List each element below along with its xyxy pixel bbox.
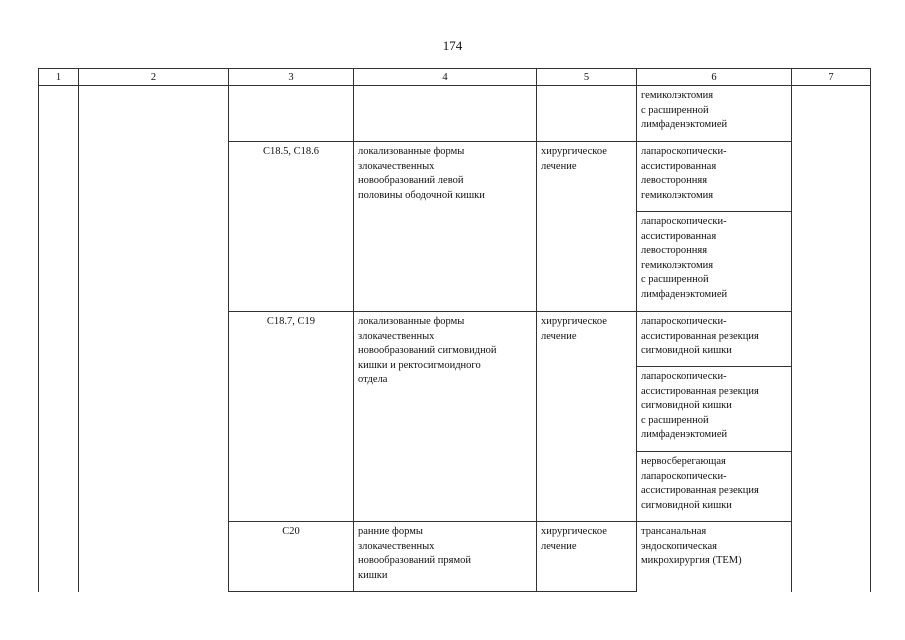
method-cell: лапароскопически- ассистированная резекция сигмовидной кишки с расширенной лимфаденэктомией <box>637 367 792 452</box>
treatment-type-cell <box>537 86 637 142</box>
cell-col2 <box>79 86 229 592</box>
page-number: 174 <box>442 38 463 53</box>
column-header-6: 6 <box>637 69 792 86</box>
column-header-2: 2 <box>79 69 229 86</box>
column-header-5: 5 <box>537 69 637 86</box>
code-cell: C20 <box>229 522 354 592</box>
method-cell: лапароскопически- ассистированная левосторонняя гемиколэктомия <box>637 142 792 212</box>
column-header-1: 1 <box>39 69 79 86</box>
method-cell: нервосберегающая лапароскопически- ассистированная резекция сигмовидной кишки <box>637 452 792 522</box>
cell-col7 <box>792 86 871 592</box>
column-header-7: 7 <box>792 69 871 86</box>
column-header-3: 3 <box>229 69 354 86</box>
code-cell <box>229 86 354 142</box>
condition-cell: ранние формы злокачественных новообразований прямой кишки <box>354 522 537 592</box>
code-cell: C18.5, C18.6 <box>229 142 354 312</box>
treatment-type-cell: хирургическое лечение <box>537 142 637 312</box>
code-cell: C18.7, C19 <box>229 312 354 522</box>
table-row <box>39 86 871 142</box>
column-header-4: 4 <box>354 69 537 86</box>
condition-cell <box>354 86 537 142</box>
method-cell: лапароскопически- ассистированная левосторонняя гемиколэктомия с расширенной лимфаденэктомией <box>637 212 792 312</box>
condition-cell: локализованные формы злокачественных новообразований левой половины ободочной кишки <box>354 142 537 312</box>
column-header-row <box>39 69 871 86</box>
medical-services-table <box>38 68 871 592</box>
method-cell: гемиколэктомия с расширенной лимфаденэктомией <box>637 86 792 142</box>
method-cell: лапароскопически- ассистированная резекция сигмовидной кишки <box>637 312 792 367</box>
cell-col1 <box>39 86 79 592</box>
treatment-type-cell: хирургическое лечение <box>537 522 637 592</box>
method-cell: трансанальная эндоскопическая микрохирургия (ТЕМ) <box>637 522 792 592</box>
condition-cell: локализованные формы злокачественных новообразований сигмовидной кишки и ректосигмоидного отдела <box>354 312 537 522</box>
treatment-type-cell: хирургическое лечение <box>537 312 637 522</box>
